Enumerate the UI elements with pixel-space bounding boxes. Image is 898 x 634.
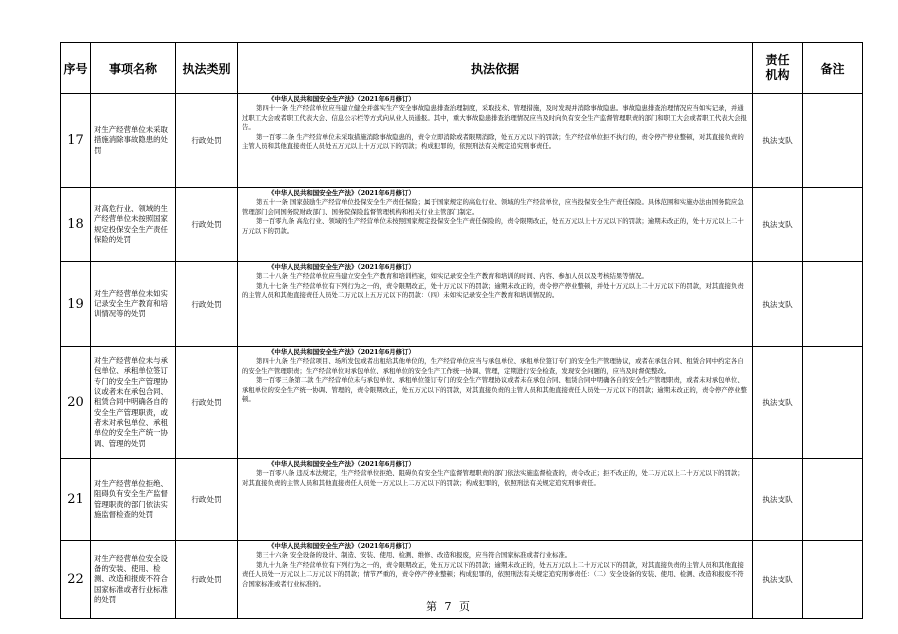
header-note: 备注	[803, 43, 863, 94]
row-category: 行政处罚	[176, 262, 238, 347]
page-number: 第 7 页	[426, 600, 472, 613]
row-note	[803, 459, 863, 541]
header-org: 责任 机构	[753, 43, 803, 94]
header-row	[61, 43, 863, 94]
row-category: 行政处罚	[176, 188, 238, 262]
row-category: 行政处罚	[176, 459, 238, 541]
row-legal-basis	[238, 347, 753, 459]
law-article: 第一百零八条 违反本法规定，生产经营单位拒绝、阻碍负有安全生产监督管理职责的部门依法实施监督检查的，责令改正；拒不改正的，处二万元以上二十万元以下的罚款；对其直接负责的主管人员和其他直接责任人员处一万元以上二万元以下的罚款；构成犯罪的，依照刑法有关规定追究刑事责任。	[242, 469, 744, 487]
law-article: 第九十九条 生产经营单位有下列行为之一的，责令限期改正，处五万元以下的罚款；逾期未改正的，处五万元以上二十万元以下的罚款，对其直接负责的主管人员和其他直接责任人员处一万元以上二万元以下的罚款；情节严重的，责令停产停业整顿；构成犯罪的，依照刑法有关规定追究刑事责任：（二）安全设备的安装、使用、检测、改造和报废不符合国家标准或者行业标准的。	[242, 560, 744, 588]
row-index: 22	[61, 541, 91, 619]
law-title: 《中华人民共和国安全生产法》（2021年6月修订）	[268, 263, 415, 271]
row-note	[803, 262, 863, 347]
law-article: 第四十九条 生产经营项目、场所发包或者出租给其他单位的，生产经营单位应当与承包单位、承租单位签订专门的安全生产管理协议，或者在承包合同、租赁合同中约定各自的安全生产管理职责；生产经营单位对承包单位、承租单位的安全生产工作统一协调、管理，定期进行安全检查，发现安全问题的，应当及时督促整改。	[242, 357, 744, 375]
law-article: 第一百零二条 生产经营单位未采取措施消除事故隐患的，责令立即消除或者限期消除，处五万元以下的罚款；生产经营单位拒不执行的，责令停产停业整顿，对其直接负责的主管人员和其他直接责任人员处五万元以上十万元以下的罚款；构成犯罪的，依照刑法有关规定追究刑事责任。	[242, 132, 744, 151]
law-title: 《中华人民共和国安全生产法》（2021年6月修订）	[268, 348, 415, 356]
law-title: 《中华人民共和国安全生产法》（2021年6月修订）	[268, 95, 415, 103]
table-row	[61, 347, 863, 459]
row-responsible-org: 执法支队	[753, 459, 803, 541]
law-title: 《中华人民共和国安全生产法》（2021年6月修订）	[268, 460, 415, 468]
row-item-name: 对生产经营单位未与承包单位、承租单位签订专门的安全生产管理协议或者未在承包合同、租赁合同中明确各自的安全生产管理职责，或者未对承包单位、承租单位的安全生产统一协调、管理的处罚	[91, 347, 176, 459]
law-title: 《中华人民共和国安全生产法》（2021年6月修订）	[268, 189, 415, 197]
header-name: 事项名称	[91, 43, 176, 94]
law-article: 第三十六条 安全设备的设计、制造、安装、使用、检测、维修、改造和报废，应当符合国家标准或者行业标准。	[256, 551, 572, 560]
row-note	[803, 347, 863, 459]
row-responsible-org: 执法支队	[753, 262, 803, 347]
row-responsible-org: 执法支队	[753, 347, 803, 459]
row-index: 19	[61, 262, 91, 347]
row-responsible-org: 执法支队	[753, 94, 803, 188]
row-index: 20	[61, 347, 91, 459]
row-responsible-org: 执法支队	[753, 541, 803, 619]
table-row	[61, 262, 863, 347]
row-legal-basis	[238, 94, 753, 188]
row-item-name: 对生产经营单位未如实记录安全生产教育和培训情况等的处罚	[91, 262, 176, 347]
row-item-name: 对生产经营单位未采取措施消除事故隐患的处罚	[91, 94, 176, 188]
row-item-name: 对生产经营单位安全设备的安装、使用、检测、改造和报废不符合国家标准或者行业标准的处罚	[91, 541, 176, 619]
table-row	[61, 459, 863, 541]
row-category: 行政处罚	[176, 94, 238, 188]
row-legal-basis	[238, 459, 753, 541]
law-article: 第九十七条 生产经营单位有下列行为之一的，责令限期改正，处十万元以下的罚款；逾期未改正的，责令停产停业整顿，并处十万元以上二十万元以下的罚款，对其直接负责的主管人员和其他直接责任人员处二万元以上五万元以下的罚款：（四）未如实记录安全生产教育和培训情况的。	[242, 281, 744, 300]
header-index: 序号	[61, 43, 91, 94]
row-index: 18	[61, 188, 91, 262]
row-note	[803, 94, 863, 188]
row-index: 21	[61, 459, 91, 541]
law-article: 第一百零九条 高危行业、领域的生产经营单位未按照国家规定投保安全生产责任保险的，责令限期改正，处五万元以上十万元以下的罚款；逾期未改正的，处十万元以上二十万元以下的罚款。	[242, 217, 744, 235]
header-basis: 执法依据	[238, 43, 753, 94]
law-title: 《中华人民共和国安全生产法》（2021年6月修订）	[268, 542, 415, 550]
row-legal-basis	[238, 262, 753, 347]
row-index: 17	[61, 94, 91, 188]
row-responsible-org: 执法支队	[753, 188, 803, 262]
law-article: 第一百零三条第二款 生产经营单位未与承包单位、承租单位签订专门的安全生产管理协议或者未在承包合同、租赁合同中明确各自的安全生产管理职责，或者未对承包单位、承租单位的安全生产统一协调、管理的，责令限期改正，处五万元以下的罚款，对其直接负责的主管人员和其他直接责任人员处一万元以下的罚款；逾期未改正的，责令停产停业整顿。	[242, 376, 747, 404]
enforcement-table	[60, 42, 863, 619]
table-row	[61, 94, 863, 188]
row-item-name: 对高危行业、领域的生产经营单位未按照国家规定投保安全生产责任保险的处罚	[91, 188, 176, 262]
law-article: 第五十一条 国家鼓励生产经营单位投保安全生产责任保险；属于国家规定的高危行业、领域的生产经营单位，应当投保安全生产责任保险。具体范围和实施办法由国务院应急管理部门会同国务院财政部门、国务院保险监督管理机构和相关行业主管部门制定。	[242, 198, 744, 216]
header-category: 执法类别	[176, 43, 238, 94]
row-item-name: 对生产经营单位拒绝、阻碍负有安全生产监督管理职责的部门依法实施监督检查的处罚	[91, 459, 176, 541]
table-row	[61, 188, 863, 262]
row-note	[803, 188, 863, 262]
row-legal-basis	[238, 188, 753, 262]
law-article: 第四十一条 生产经营单位应当建立健全并落实生产安全事故隐患排查治理制度，采取技术、管理措施，及时发现并消除事故隐患。事故隐患排查治理情况应当如实记录，并通过职工大会或者职工代表大会、信息公示栏等方式向从业人员通报。其中，重大事故隐患排查治理情况应当及时向负有安全生产监督管理职责的部门和职工大会或者职工代表大会报告。	[242, 104, 747, 132]
law-article: 第二十八条 生产经营单位应当建立安全生产教育和培训档案，如实记录安全生产教育和培训的时间、内容、参加人员以及考核结果等情况。	[256, 272, 648, 281]
row-category: 行政处罚	[176, 347, 238, 459]
row-category: 行政处罚	[176, 541, 238, 619]
